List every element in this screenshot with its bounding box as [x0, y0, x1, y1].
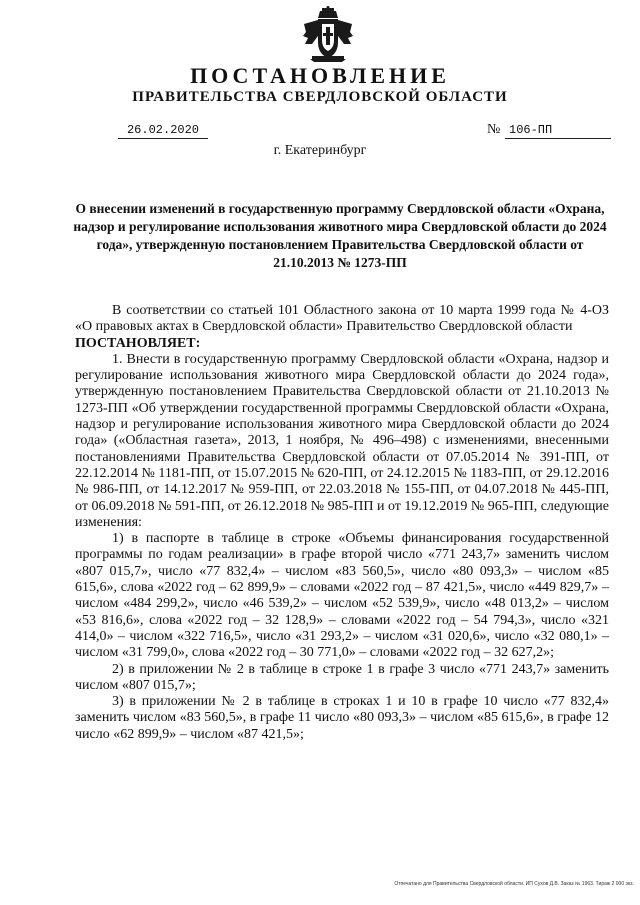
document-subtitle: ПРАВИТЕЛЬСТВА СВЕРДЛОВСКОЙ ОБЛАСТИ	[132, 89, 508, 105]
number-label: №	[487, 122, 501, 137]
decree-word: ПОСТАНОВЛЯЕТ:	[75, 335, 201, 351]
item-1-paragraph: 1. Внести в государственную программу Свердловской области «Охрана, надзор и регулирование использования животного мира Свердловской области до 2024 года», утвержденную постановлением Правительства Свердловской области от 21.10.2013 № 1273-ПП «Об утверждении государственной программы Свердловской области «Охрана, надзор и регулирование использования животного мира Свердловской области до 2024 года» («Областная газета», 2013, 1 ноября, № 496–498) с изменениями, внесенными постановлениями Правительства Свердловской области от 07.05.2014 № 391-ПП, от 22.12.2014 № 1181-ПП, от 15.07.2015 № 620-ПП, от 24.12.2015 № 1183-ПП, от 29.12.2016 № 986-ПП, от 14.12.2017 № 959-ПП, от 22.03.2018 № 155-ПП, от 04.07.2018 № 445-ПП, от 06.09.2018 № 591-ПП, от 26.12.2018 № 985-ПП и от 19.12.2019 № 965-ПП, следующие изменения:	[75, 351, 609, 530]
city-line: г. Екатеринбург	[273, 143, 367, 158]
intro-paragraph: В соответствии со статьей 101 Областного закона от 10 марта 1999 года № 4-ОЗ «О правовых актах в Свердловской области» Правительство Свердловской области	[75, 303, 609, 335]
decree-body	[75, 303, 609, 743]
document-title: ПОСТАНОВЛЕНИЕ	[190, 63, 450, 88]
subitem-3-paragraph: 3) в приложении № 2 в таблице в строках 1 и 10 в графе 10 число «77 832,4» заменить числом «83 560,5», в графе 11 число «80 093,3» – числом «85 615,6», в графе 12 число «62 899,9» – числом «87 421,5»;	[75, 694, 609, 742]
decree-heading: О внесении изменений в государственную программу Свердловской области «Охрана, надзор и регулирование использования животного мира Свердловской области до 2024 года», утвержденную постановлением Правительства Свердловской области от 21.10.2013 № 1273-ПП	[73, 201, 607, 270]
subitem-1-paragraph: 1) в паспорте в таблице в строке «Объемы финансирования государственной программы по годам реализации» в графе второй число «771 243,7» заменить числом «807 015,7», число «77 832,4» – числом «83 560,5», число «80 093,3» – числом «85 615,6», слова «2022 год – 62 899,9» – словами «2022 год – 87 421,5», число «449 829,7» – числом «484 299,2», число «46 539,2» – числом «52 539,9», число «48 013,2» – числом «53 816,6», слова «2022 год – 32 128,9» – словами «2022 год – 54 794,3», число «321 414,0» – числом «322 716,5», число «31 293,2» – числом «31 020,6», число «32 080,1» – числом «31 799,0», слова «2022 год – 30 771,0» – словами «2022 год – 32 627,2»;	[75, 531, 609, 661]
decree-date: 26.02.2020	[118, 123, 208, 139]
print-footer: Отпечатано для Правительства Свердловской области. ИП Сухов Д.В. Заказ № 1963. Тираж 2 000 экз.	[394, 881, 634, 887]
coat-of-arms-icon	[302, 6, 354, 62]
decree-number: 106-ПП	[505, 123, 611, 139]
subitem-2-paragraph: 2) в приложении № 2 в таблице в строке 1 в графе 3 число «771 243,7» заменить числом «807 015,7»;	[75, 661, 609, 693]
